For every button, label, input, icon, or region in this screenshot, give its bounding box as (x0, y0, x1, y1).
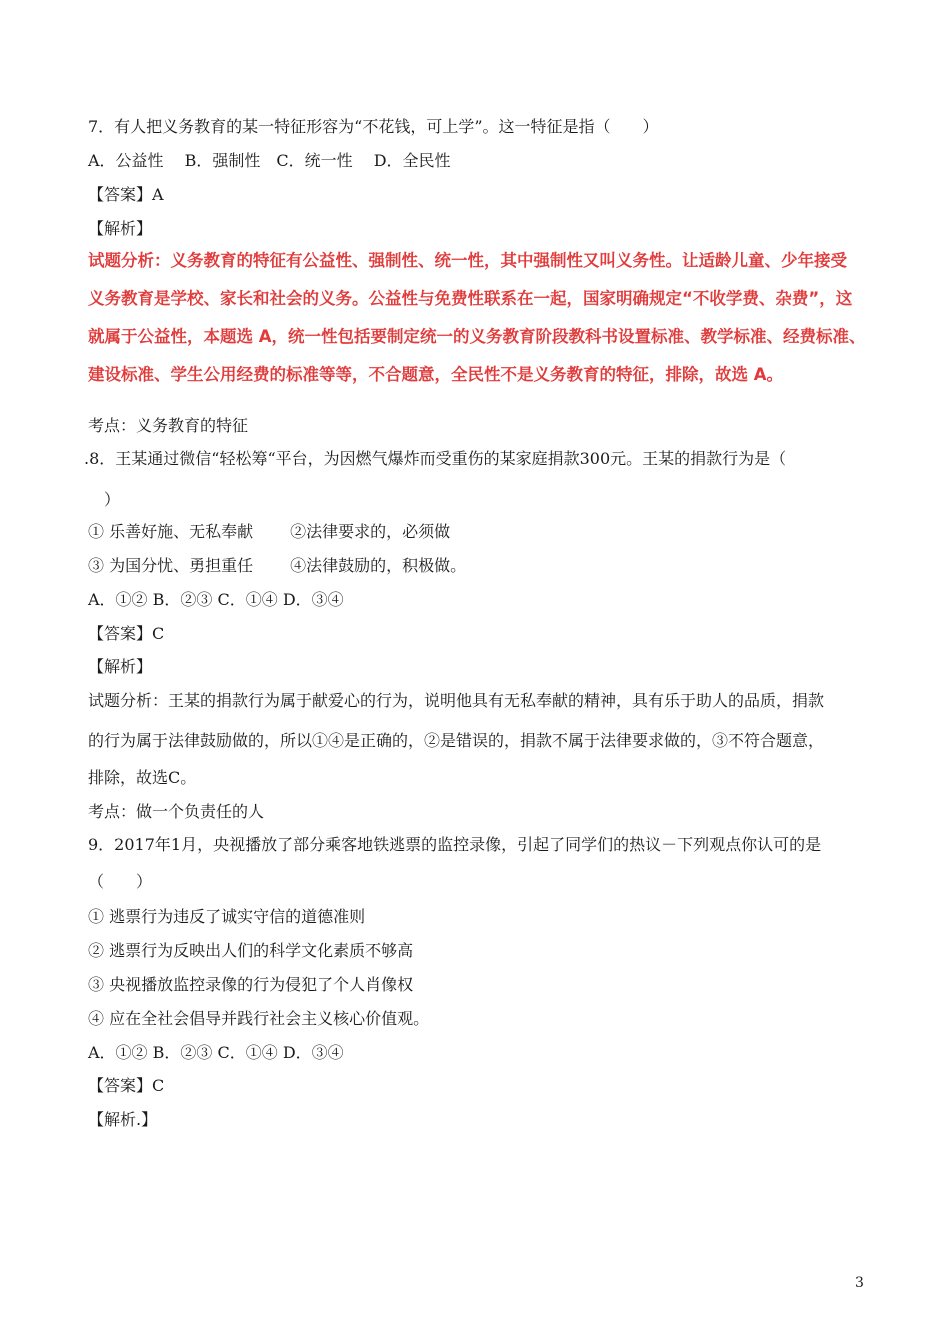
q8-analysis-line: 的行为属于法律鼓励做的，所以①④是正确的，②是错误的，捐款不属于法律要求做的，③不符合题意， (88, 731, 825, 750)
q8-analysis-line: 排除，故选C。 (88, 768, 197, 787)
page-number: 3 (855, 1275, 864, 1291)
q9-statement: ② 逃票行为反映出人们的科学文化素质不够高 (88, 941, 414, 960)
q8-question-cont: ） (104, 490, 121, 509)
q9-statement: ③ 央视播放监控录像的行为侵犯了个人肖像权 (88, 975, 414, 994)
q9-question-cont: （ ） (88, 872, 153, 891)
q8-analysis-line: 试题分析：王某的捐款行为属于献爱心的行为，说明他具有无私奉献的精神，具有乐于助人的品质，捐款 (88, 691, 825, 710)
q7-analysis-line: 试题分析：义务教育的特征有公益性、强制性、统一性，其中强制性又叫义务性。让适龄儿童、少年接受 (88, 251, 847, 270)
q9-analysis-label: 【解析.】 (88, 1110, 158, 1129)
q7-answer: 【答案】A (88, 185, 164, 204)
q8-answer: 【答案】C (88, 624, 165, 643)
q9-question: 9．2017年1月，央视播放了部分乘客地铁逃票的监控录像，引起了同学们的热议－下列观点你认可的是 (88, 835, 822, 854)
q9-statement: ① 逃票行为违反了诚实守信的道德准则 (88, 907, 366, 926)
q9-options: A．①② B．②③ C．①④ D．③④ (88, 1043, 344, 1062)
q7-analysis-label: 【解析】 (88, 219, 153, 238)
q8-analysis-label: 【解析】 (88, 657, 153, 676)
q7-question: 7．有人把义务教育的某一特征形容为“不花钱，可上学”。这一特征是指（ ） (88, 117, 659, 136)
q8-point: 考点：做一个负责任的人 (88, 802, 265, 821)
q7-options: A．公益性 B．强制性 C．统一性 D．全民性 (88, 151, 451, 170)
q7-analysis-line: 义务教育是学校、家长和社会的义务。公益性与免费性联系在一起，国家明确规定“不收学费、杂费”，这 (88, 289, 853, 308)
q7-analysis-line: 建设标准、学生公用经费的标准等等，不合题意，全民性不是义务教育的特征，排除，故选 A。 (88, 365, 784, 384)
q9-answer: 【答案】C (88, 1076, 165, 1095)
q8-statement: ① 乐善好施、无私奉献 ②法律要求的，必须做 (88, 522, 451, 541)
q7-point: 考点：义务教育的特征 (88, 416, 249, 435)
q8-statement: ③ 为国分忧、勇担重任 ④法律鼓励的，积极做。 (88, 556, 467, 575)
q8-options: A．①② B．②③ C．①④ D．③④ (88, 590, 344, 609)
q7-analysis-line: 就属于公益性，本题选 A，统一性包括要制定统一的义务教育阶段教科书设置标准、教学标准、经费标准、 (88, 327, 866, 346)
q8-question: .8．王某通过微信“轻松筹“平台，为因燃气爆炸而受重伤的某家庭捐款300元。王某的捐款行为是（ (84, 449, 787, 468)
q9-statement: ④ 应在全社会倡导并践行社会主义核心价值观。 (88, 1009, 430, 1028)
